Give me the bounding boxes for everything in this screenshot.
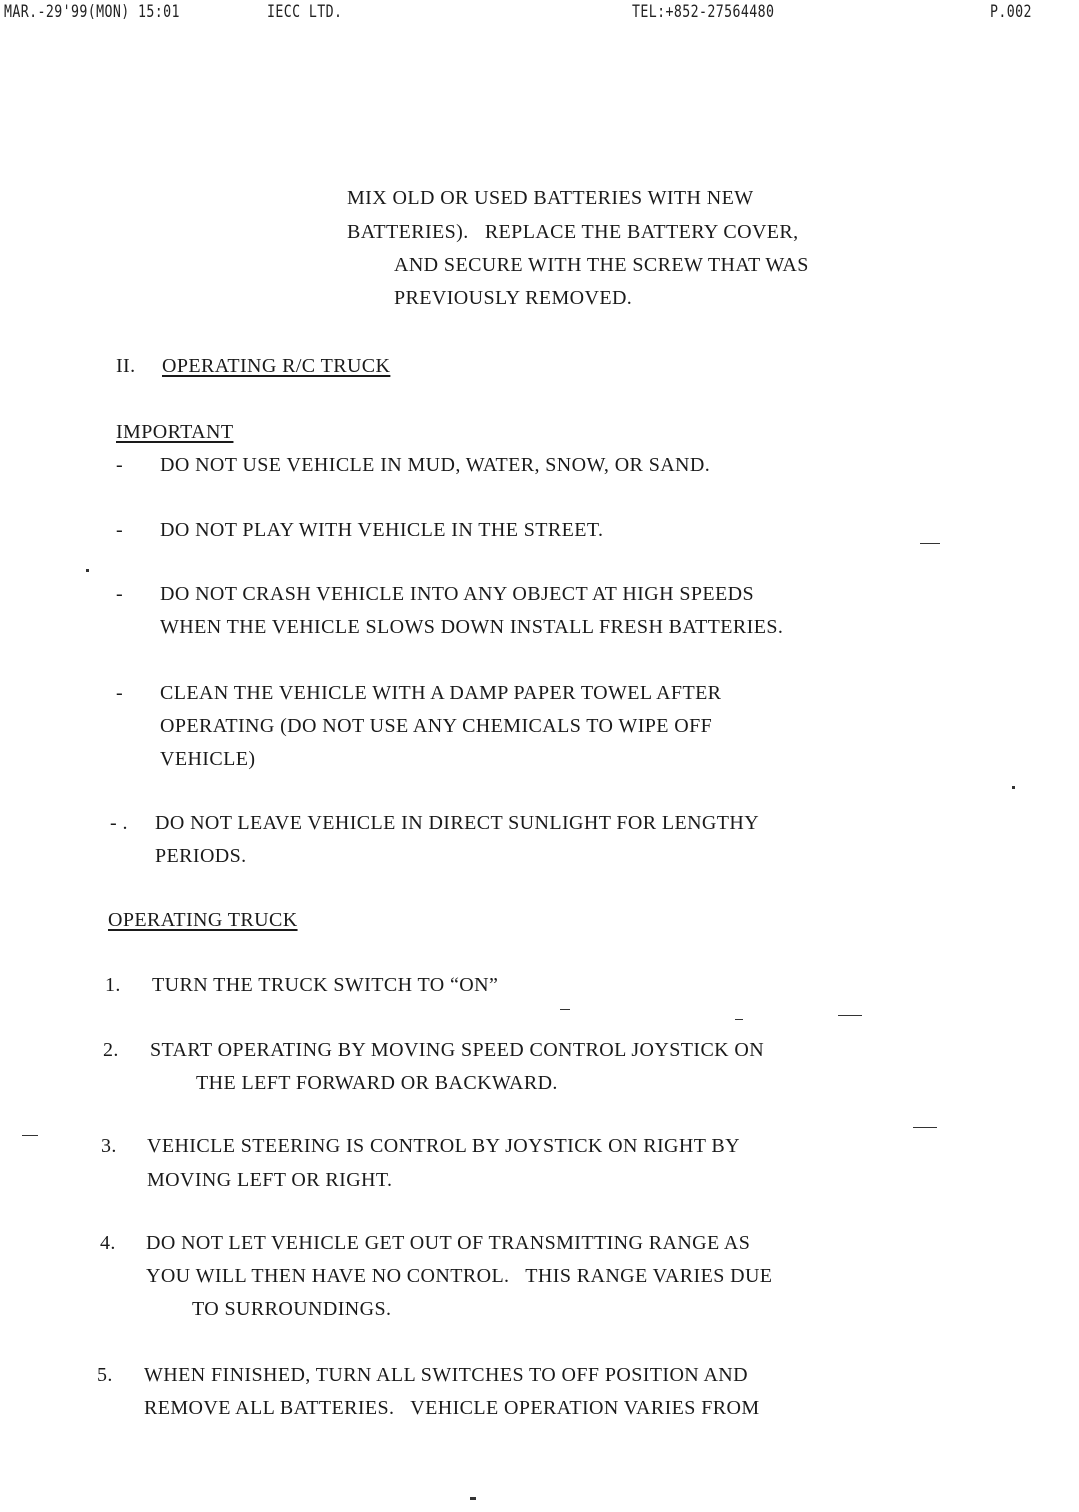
scan-mark (560, 1009, 570, 1010)
bullet-marker: - . (110, 812, 128, 834)
scan-mark (920, 543, 940, 544)
bullet-text: OPERATING (DO NOT USE ANY CHEMICALS TO WIPE OFF (160, 715, 713, 737)
bullet-marker: - (116, 454, 124, 476)
step-text: WHEN FINISHED, TURN ALL SWITCHES TO OFF POSITION AND (144, 1364, 748, 1386)
step-number: 5. (97, 1364, 113, 1386)
intro-line: BATTERIES). REPLACE THE BATTERY COVER, (347, 221, 799, 243)
bullet-marker: - (116, 583, 124, 605)
bullet-text: DO NOT USE VEHICLE IN MUD, WATER, SNOW, OR SAND. (160, 454, 711, 476)
important-heading: IMPORTANT (116, 421, 234, 443)
operating-heading: OPERATING TRUCK (108, 909, 298, 931)
bullet-text: CLEAN THE VEHICLE WITH A DAMP PAPER TOWEL AFTER (160, 682, 722, 704)
bullet-marker: - (116, 682, 124, 704)
bullet-marker: - (116, 519, 124, 541)
fax-tel: TEL:+852-27564480 (632, 2, 775, 22)
intro-line: AND SECURE WITH THE SCREW THAT WAS (394, 254, 809, 276)
bullet-text: DO NOT LEAVE VEHICLE IN DIRECT SUNLIGHT FOR LENGTHY (155, 812, 760, 834)
scan-mark (86, 569, 89, 572)
intro-line: PREVIOUSLY REMOVED. (394, 287, 633, 309)
intro-line: MIX OLD OR USED BATTERIES WITH NEW (347, 187, 754, 209)
scan-mark (22, 1135, 38, 1136)
fax-datetime: MAR.-29'99(MON) 15:01 (4, 2, 180, 22)
scan-mark (913, 1127, 937, 1128)
step-text: DO NOT LET VEHICLE GET OUT OF TRANSMITTING RANGE AS (146, 1232, 751, 1254)
step-text: THE LEFT FORWARD OR BACKWARD. (196, 1072, 558, 1094)
step-number: 1. (105, 974, 121, 996)
bullet-text: DO NOT PLAY WITH VEHICLE IN THE STREET. (160, 519, 604, 541)
step-text: TURN THE TRUCK SWITCH TO “ON” (152, 974, 499, 996)
step-text: TO SURROUNDINGS. (192, 1298, 392, 1320)
scan-mark (735, 1019, 743, 1020)
step-text: VEHICLE STEERING IS CONTROL BY JOYSTICK ON RIGHT BY (147, 1135, 740, 1157)
section-title: OPERATING R/C TRUCK (162, 355, 391, 377)
bullet-text: VEHICLE) (160, 748, 256, 770)
section-number: II. (116, 355, 136, 377)
bullet-text: WHEN THE VEHICLE SLOWS DOWN INSTALL FRESH BATTERIES. (160, 616, 784, 638)
fax-page-number: P.002 (990, 2, 1032, 22)
step-text: YOU WILL THEN HAVE NO CONTROL. THIS RANGE VARIES DUE (146, 1265, 773, 1287)
fax-company: IECC LTD. (267, 2, 343, 22)
step-text: START OPERATING BY MOVING SPEED CONTROL JOYSTICK ON (150, 1039, 765, 1061)
bullet-text: DO NOT CRASH VEHICLE INTO ANY OBJECT AT HIGH SPEEDS (160, 583, 754, 605)
scan-mark (1012, 786, 1015, 789)
step-number: 2. (103, 1039, 119, 1061)
step-number: 4. (100, 1232, 116, 1254)
step-text: REMOVE ALL BATTERIES. VEHICLE OPERATION VARIES FROM (144, 1397, 760, 1419)
step-text: MOVING LEFT OR RIGHT. (147, 1169, 393, 1191)
scan-mark (838, 1015, 862, 1016)
scan-mark (470, 1497, 476, 1500)
step-number: 3. (101, 1135, 117, 1157)
bullet-text: PERIODS. (155, 845, 247, 867)
